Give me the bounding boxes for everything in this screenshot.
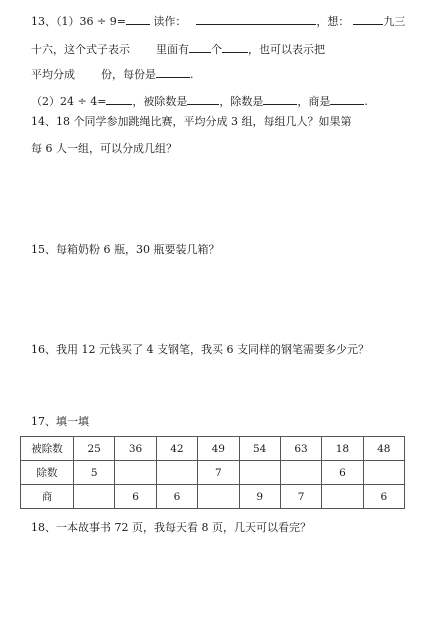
table-cell: 被除数 [21, 437, 74, 461]
q17-title: 17、填一填 [31, 415, 89, 428]
table-cell[interactable]: 7 [198, 461, 239, 485]
q13-line4: （2）24 ÷ 4= ，被除数是 ，除数是 ，商是 . [31, 95, 368, 108]
table-cell: 18 [322, 437, 363, 461]
table-cell[interactable]: 6 [115, 485, 156, 509]
table-cell[interactable] [280, 461, 321, 485]
answer-blank[interactable] [156, 66, 190, 78]
table-cell[interactable] [363, 461, 404, 485]
table-cell[interactable] [322, 485, 363, 509]
answer-blank[interactable] [106, 93, 132, 105]
table-cell: 49 [198, 437, 239, 461]
table-cell[interactable] [74, 485, 115, 509]
answer-blank[interactable] [353, 13, 383, 25]
table-cell: 63 [280, 437, 321, 461]
table-cell: 54 [239, 437, 280, 461]
answer-blank[interactable] [196, 13, 316, 25]
division-table [20, 436, 405, 509]
q14-line1: 14、18 个同学参加跳绳比赛，平均分成 3 组，每组几人？如果第 [31, 115, 352, 128]
q15-text: 15、每箱奶粉 6 瓶，30 瓶要装几箱？ [31, 243, 220, 256]
table-cell[interactable] [156, 461, 197, 485]
answer-blank[interactable] [189, 41, 211, 53]
answer-blank[interactable] [187, 93, 219, 105]
table-cell[interactable]: 5 [74, 461, 115, 485]
table-cell: 除数 [21, 461, 74, 485]
answer-blank[interactable] [330, 93, 364, 105]
table-cell: 商 [21, 485, 74, 509]
q13-line3: 平均分成 份，每份是 . [31, 68, 194, 81]
answer-blank[interactable] [126, 13, 150, 25]
table-cell[interactable]: 9 [239, 485, 280, 509]
answer-blank[interactable] [263, 93, 297, 105]
table-cell: 36 [115, 437, 156, 461]
table-cell[interactable] [239, 461, 280, 485]
table-cell: 42 [156, 437, 197, 461]
table-cell[interactable] [115, 461, 156, 485]
table-cell: 48 [363, 437, 404, 461]
q16-text: 16、我用 12 元钱买了 4 支钢笔，我买 6 支同样的钢笔需要多少元？ [31, 343, 369, 356]
table-cell: 25 [74, 437, 115, 461]
q18-text: 18、一本故事书 72 页，我每天看 8 页，几天可以看完？ [31, 521, 311, 534]
table-cell[interactable]: 6 [322, 461, 363, 485]
table-cell[interactable]: 6 [156, 485, 197, 509]
q13-line1: 13、（1）36 ÷ 9= 读作： ，想： 九三 [31, 15, 406, 28]
table-cell[interactable]: 6 [363, 485, 404, 509]
table-row [21, 437, 405, 461]
q14-line2: 每 6 人一组，可以分成几组？ [31, 142, 177, 155]
table-cell[interactable]: 7 [280, 485, 321, 509]
table-row [21, 485, 405, 509]
table-row [21, 461, 405, 485]
answer-blank[interactable] [222, 41, 248, 53]
q13-line2: 十六，这个式子表示 里面有 个 ，也可以表示把 [31, 43, 325, 56]
table-cell[interactable] [198, 485, 239, 509]
